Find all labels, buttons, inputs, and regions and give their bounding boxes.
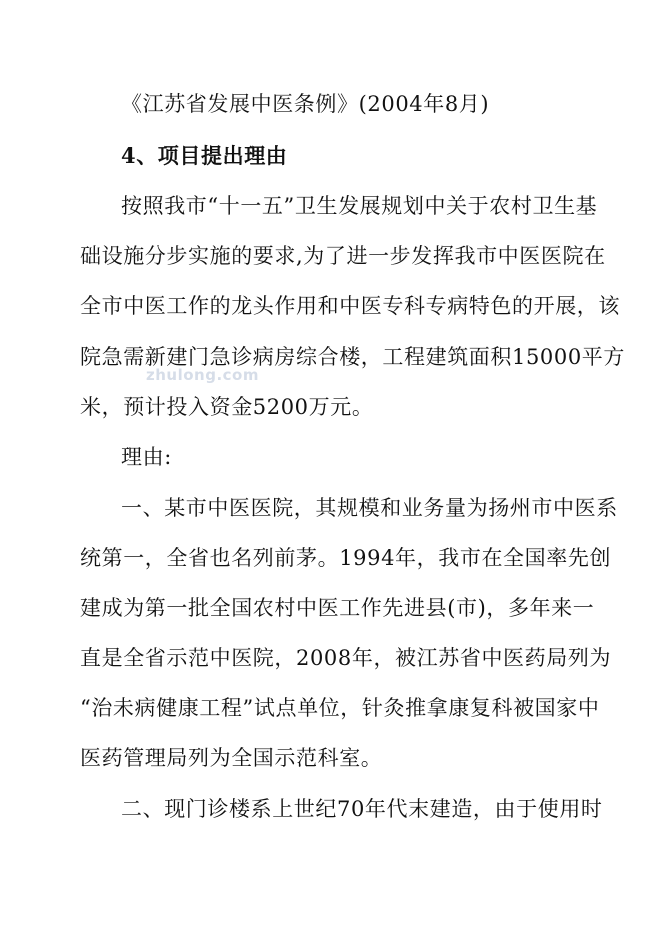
- paragraph-1-line-5: 米，预计投入资金5200万元。: [80, 395, 374, 419]
- paragraph-1-line-1: 按照我市“十一五”卫生发展规划中关于农村卫生基: [121, 194, 598, 218]
- paragraph-1-line-3: 全市中医工作的龙头作用和中医专科专病特色的开展，该: [80, 294, 620, 318]
- reason-1-line-4: 直是全省示范中医院，2008年，被江苏省中医药局列为: [80, 646, 612, 670]
- reason-1-line-1: 一、某市中医医院，其规模和业务量为扬州市中医系: [121, 496, 618, 520]
- reason-1-line-2: 统第一，全省也名列前茅。1994年，我市在全国率先创: [80, 546, 612, 570]
- reason-1-line-6: 医药管理局列为全国示范科室。: [80, 746, 383, 770]
- paragraph-1-line-4: 院急需新建门急诊病房综合楼，工程建筑面积15000平方: [80, 345, 626, 369]
- watermark: zhulong.com: [146, 366, 259, 384]
- reasons-label: 理由:: [121, 445, 172, 469]
- reason-1-line-5: “治未病健康工程”试点单位，针灸推拿康复科被国家中: [80, 696, 600, 720]
- regulation-citation: 《江苏省发展中医条例》(2004年8月): [121, 92, 490, 116]
- reason-1-line-3: 建成为第一批全国农村中医工作先进县(市)，多年来一: [80, 596, 595, 620]
- reason-2-line-1: 二、现门诊楼系上世纪70年代末建造，由于使用时: [121, 797, 603, 821]
- section-heading: 4、项目提出理由: [121, 143, 288, 168]
- paragraph-1-line-2: 础设施分步实施的要求,为了进一步发挥我市中医医院在: [80, 244, 606, 268]
